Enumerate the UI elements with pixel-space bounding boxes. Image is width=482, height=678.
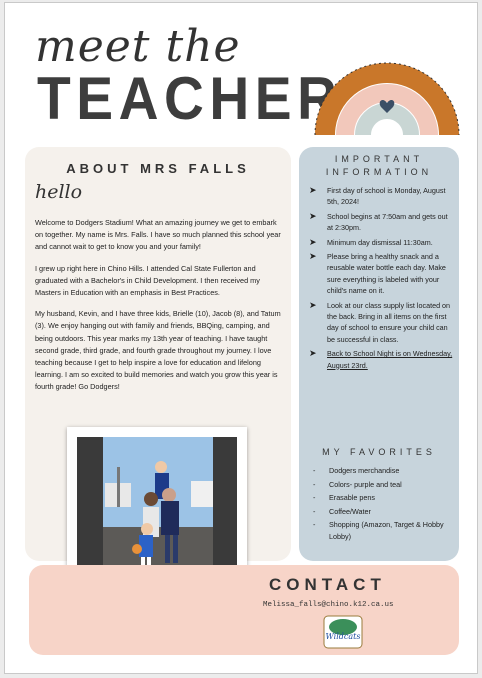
important-title: IMPORTANT INFORMATION [325,154,433,177]
arrow-icon: ➤ [309,348,317,359]
list-item: - Shopping (Amazon, Target & Hobby Lobby) [313,520,444,541]
arrow-icon: ➤ [309,299,317,310]
favorites-title: MY FAVORITES [322,447,436,457]
meet-the-heading: meet the [35,21,241,72]
teacher-heading: TEACHER [37,65,343,132]
school-logo-icon [323,615,363,649]
list-item: ➤ Back to School Night is on Wednesday, August 23rd. [309,348,453,370]
favorites-list [311,465,453,545]
bio-paragraph: My husband, Kevin, and I have three kids, Brielle (10), Jacob (8), and Tatum (3). We enjoy hanging out with family and friends, BBQing, camping, and being outdoors. This year marks my 13th year of teaching. I have taught second grade, third grade, and fourth grade throughout my journey. I love teaching because I get to help inspire a love for education and lifelong learning. I am so excited to build memories and watch you grow this year is fourth grade! Go Dodgers! [35,309,281,392]
rainbow-icon [311,21,463,139]
list-item: ➤ First day of school is Monday, August 5th, 2024! [309,185,446,207]
list-item: ➤ School begins at 7:50am and gets out at 2:30pm. [309,210,448,233]
arrow-icon: ➤ [309,236,317,247]
list-item: - Erasable pens [313,493,375,503]
bio-paragraph: I grew up right here in Chino Hills. I attended Cal State Fullerton and graduated with a Bachelor's in Child Development. I then received my Masters in Education with an emphasis in Best Practices. [35,263,260,298]
bio-paragraph: Welcome to Dodgers Stadium! What an amazing journey we get to embark on together. My name is Mrs. Falls. I have so much planned this school year and cannot wait to get to know you and your family! [35,218,281,252]
list-item: - Coffee/Water [313,506,371,516]
list-item: ➤ Look at our class supply list located on the back. Bring in all items on the first day of school to ensure your child can be successful in class. [309,299,451,344]
flyer-page [4,2,478,674]
arrow-icon: ➤ [309,185,317,195]
list-item: - Dodgers merchandise [313,466,400,475]
about-title: ABOUT MRS FALLS [66,161,250,176]
list-item: ➤ Minimum day dismissal 11:30am. [309,236,433,247]
list-item: ➤ Please bring a healthy snack and a reusable water bottle each day. Make sure everything is labeled with your child's name on it. [309,251,446,296]
arrow-icon: ➤ [309,210,317,221]
list-item: - Colors- purple and teal [313,479,402,489]
contact-title: CONTACT [269,575,386,594]
hello-heading: hello [35,181,83,203]
important-list [307,185,453,374]
arrow-icon: ➤ [309,251,317,262]
important-info-section [299,147,459,561]
svg-text:Wildcats: Wildcats [325,632,361,641]
about-bio [35,217,285,403]
contact-section [29,565,459,655]
family-photo [77,437,237,585]
contact-email[interactable]: Melissa_falls@chino.k12.ca.us [263,601,394,609]
family-photo-image [77,437,237,585]
about-section [25,147,291,561]
